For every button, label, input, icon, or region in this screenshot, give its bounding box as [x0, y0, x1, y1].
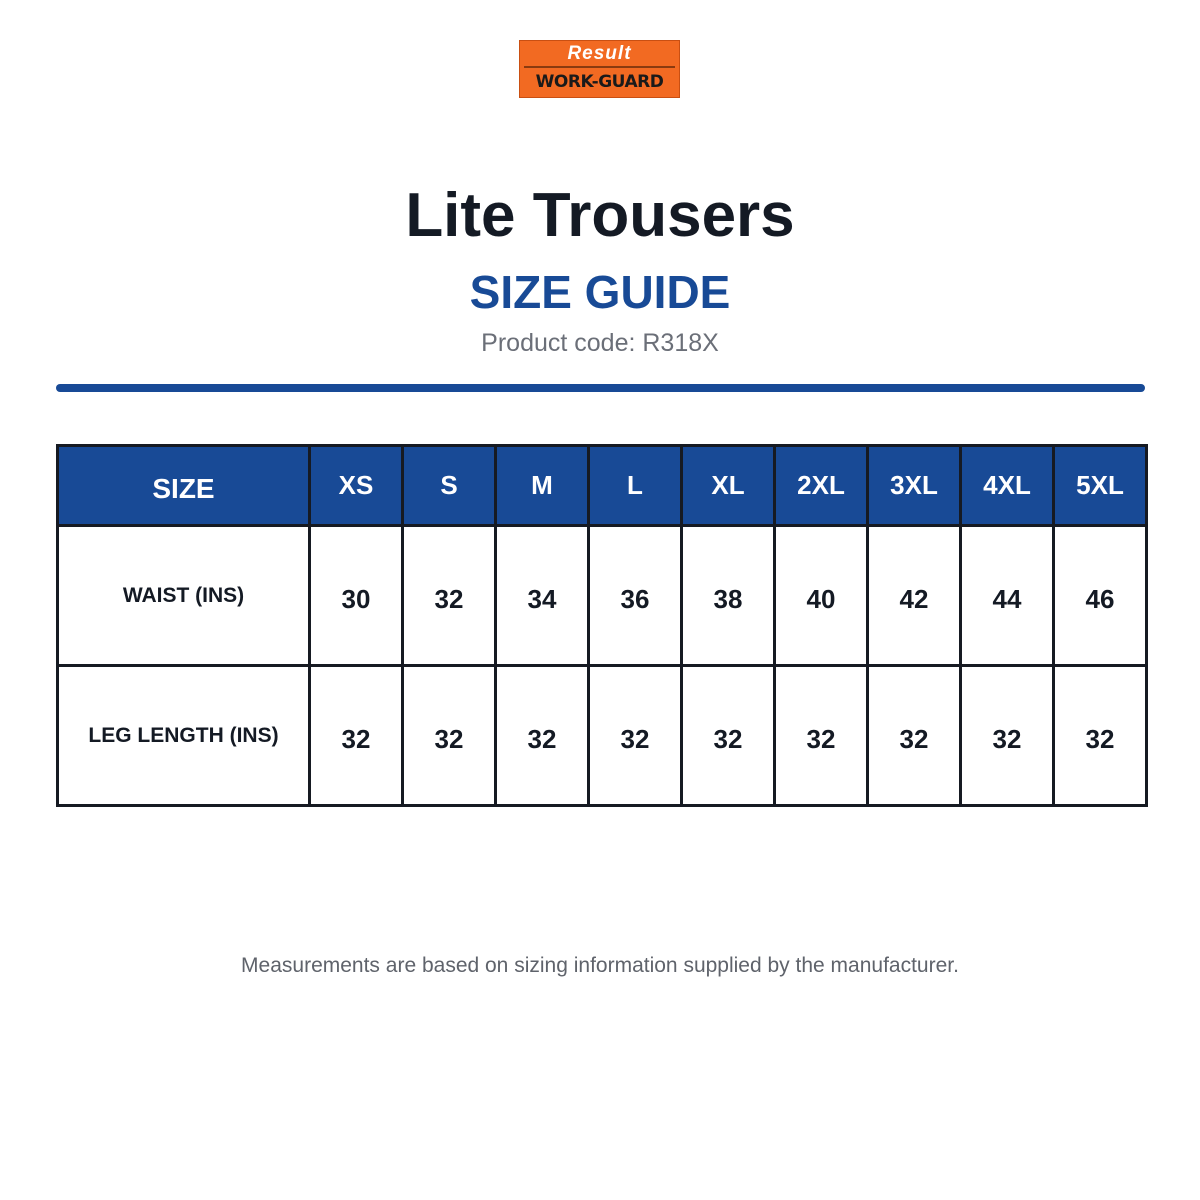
logo-divider — [524, 66, 675, 68]
header-divider — [56, 384, 1145, 392]
table-cell: 32 — [589, 666, 682, 806]
size-table — [56, 444, 1148, 807]
size-header-row — [58, 446, 1147, 526]
table-cell: 30 — [310, 526, 403, 666]
table-cell: 44 — [961, 526, 1054, 666]
table-row-leg-length — [58, 666, 1147, 806]
size-header-label: SIZE — [58, 446, 310, 526]
table-cell: 32 — [310, 666, 403, 806]
table-cell: 32 — [496, 666, 589, 806]
table-cell: 32 — [682, 666, 775, 806]
size-header-cell: 4XL — [961, 446, 1054, 526]
size-header-cell: 5XL — [1054, 446, 1147, 526]
table-cell: 32 — [775, 666, 868, 806]
table-cell: 32 — [403, 666, 496, 806]
footnote: Measurements are based on sizing information supplied by the manufacturer. — [241, 954, 959, 977]
table-row-waist — [58, 526, 1147, 666]
table-cell: 32 — [1054, 666, 1147, 806]
brand-logo — [519, 40, 680, 98]
row-label-leg-length: LEG LENGTH (INS) — [58, 666, 310, 806]
table-cell: 32 — [868, 666, 961, 806]
logo-text-work-guard: WORK-GUARD — [535, 72, 664, 92]
size-header-cell: S — [403, 446, 496, 526]
size-header-cell: 2XL — [775, 446, 868, 526]
page-title: Lite Trousers — [405, 181, 795, 250]
size-header-cell: 3XL — [868, 446, 961, 526]
size-header-cell: XS — [310, 446, 403, 526]
table-cell: 38 — [682, 526, 775, 666]
size-header-cell: M — [496, 446, 589, 526]
table-cell: 36 — [589, 526, 682, 666]
size-header-cell: XL — [682, 446, 775, 526]
product-code: Product code: R318X — [481, 329, 719, 357]
page-subtitle: SIZE GUIDE — [469, 266, 731, 318]
table-cell: 42 — [868, 526, 961, 666]
row-label-waist: WAIST (INS) — [58, 526, 310, 666]
table-cell: 40 — [775, 526, 868, 666]
table-cell: 32 — [961, 666, 1054, 806]
logo-text-result: Result — [567, 43, 632, 64]
size-header-cell: L — [589, 446, 682, 526]
table-cell: 34 — [496, 526, 589, 666]
table-cell: 32 — [403, 526, 496, 666]
table-cell: 46 — [1054, 526, 1147, 666]
